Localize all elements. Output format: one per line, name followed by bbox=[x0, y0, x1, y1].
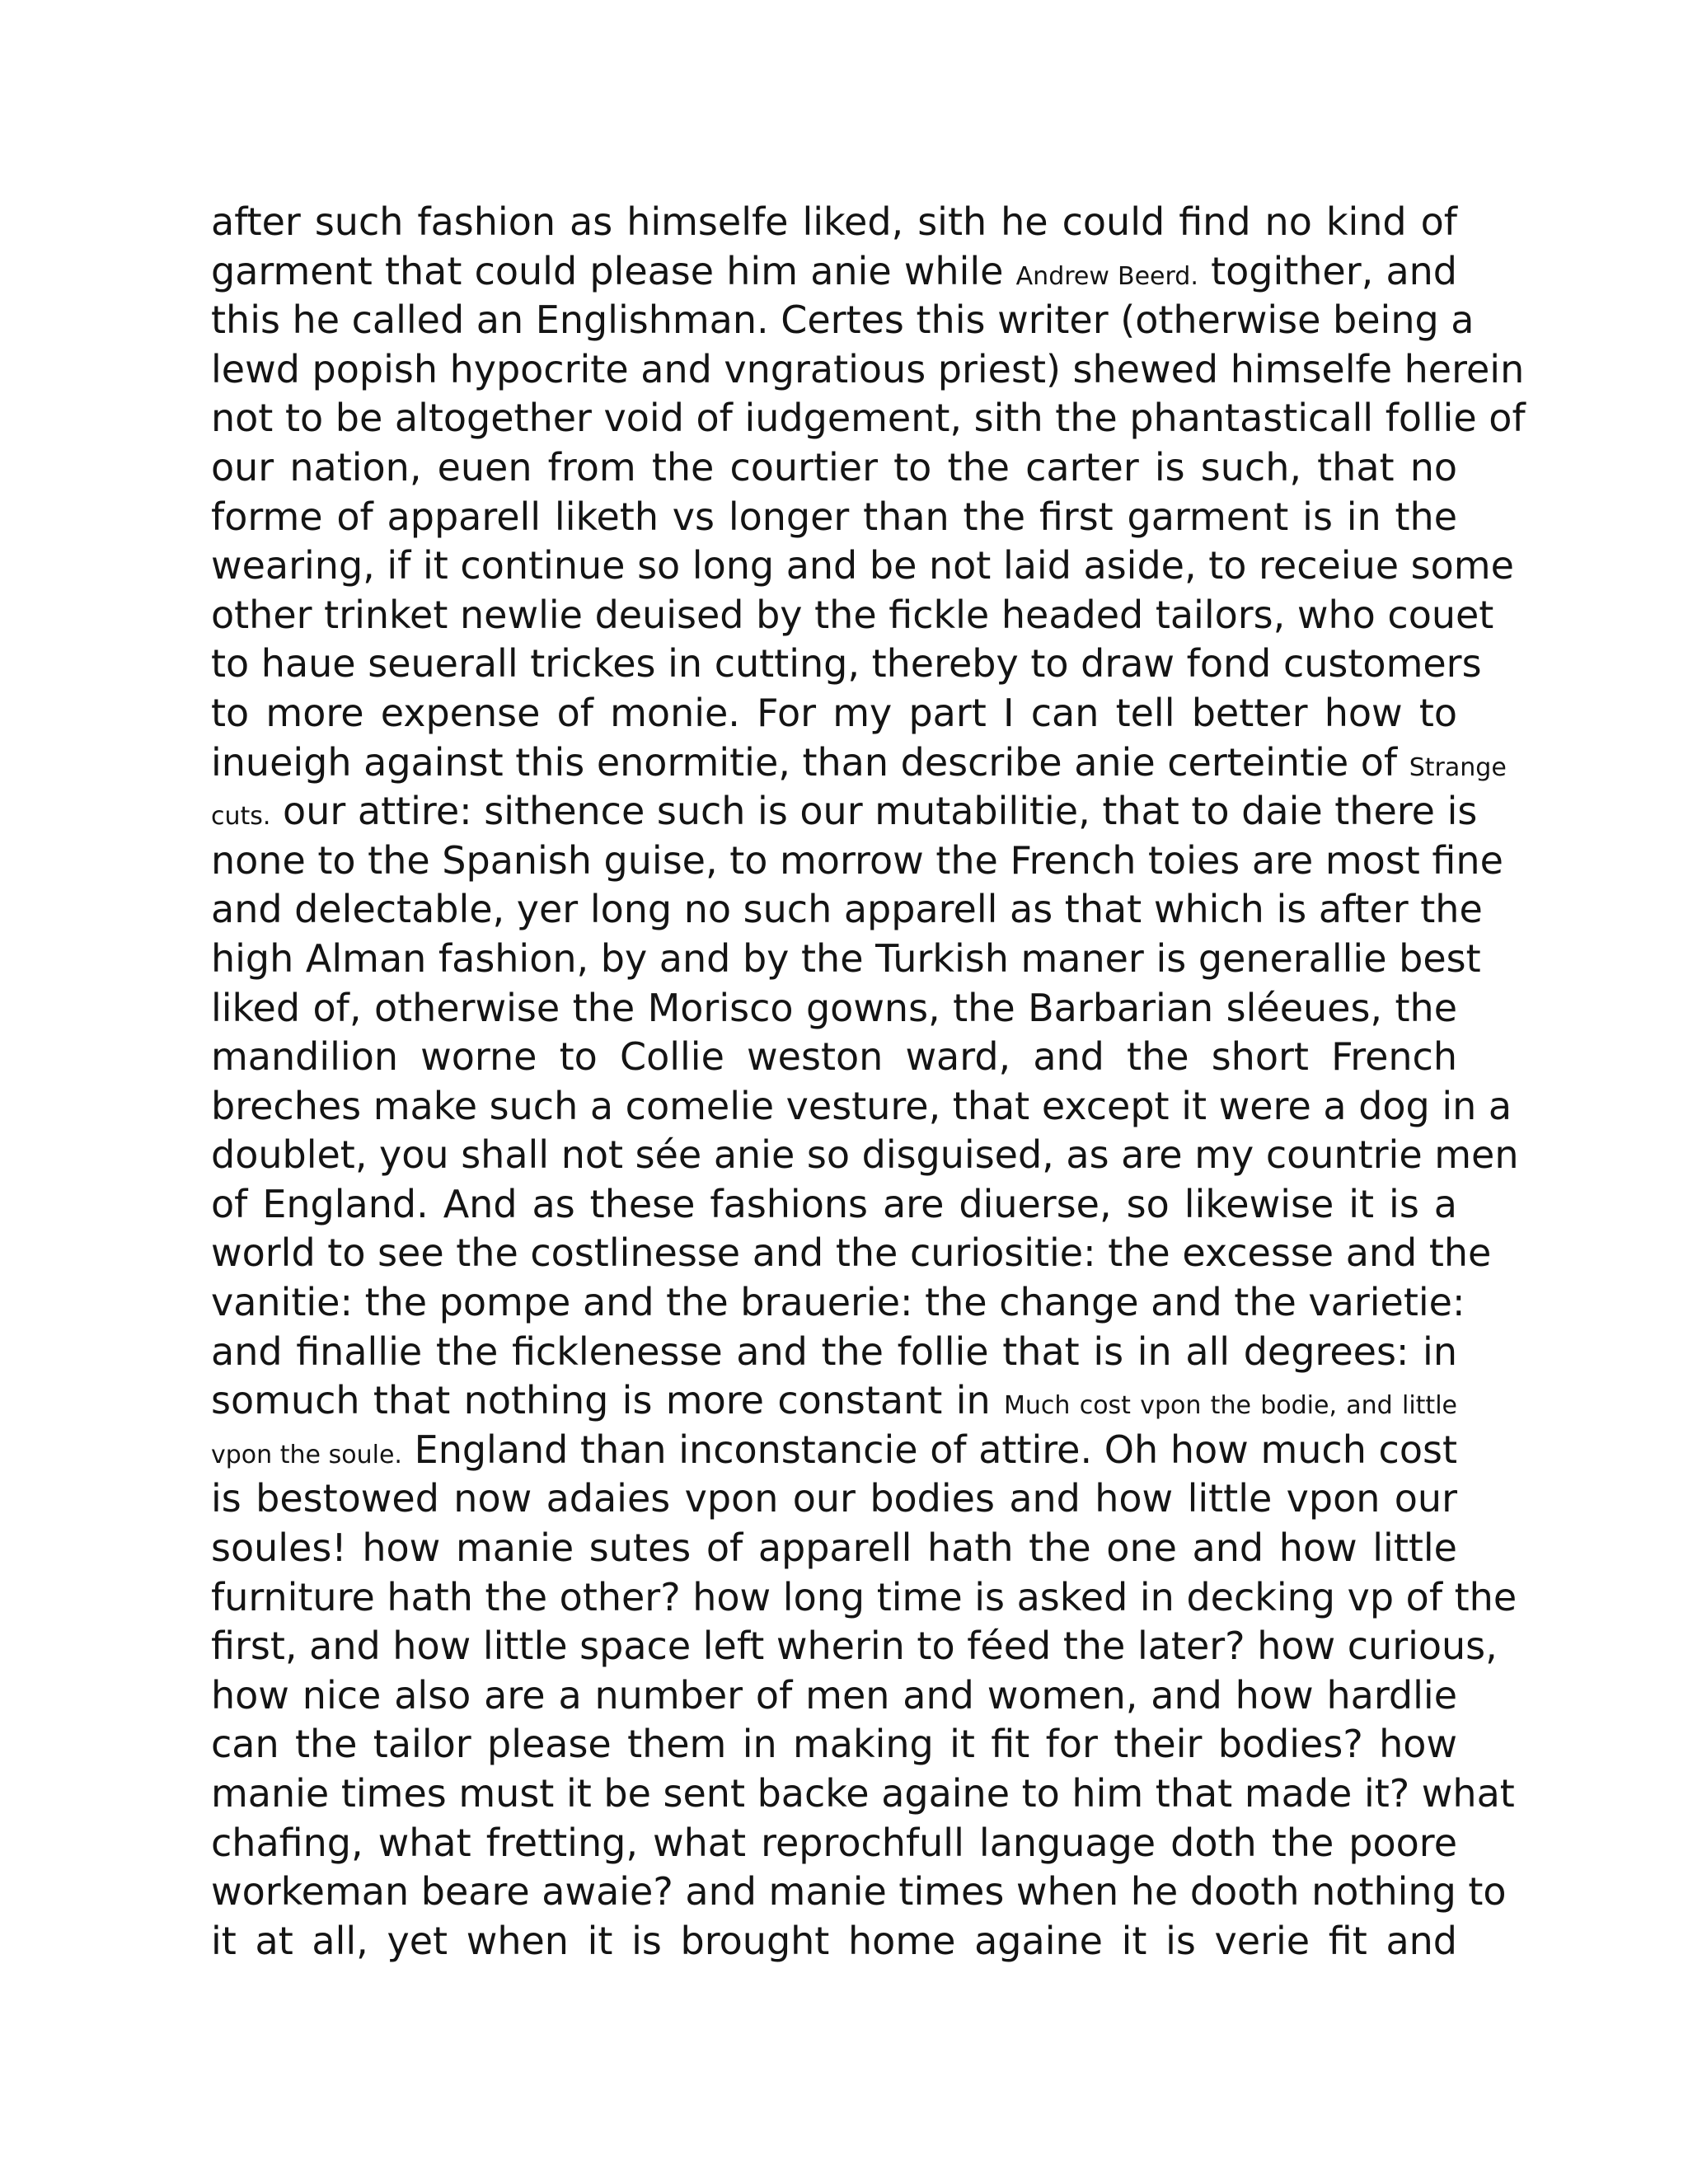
text-line bbox=[211, 1819, 1457, 1868]
text-segment: vanitie: the pompe and the brauerie: the change and the varietie: bbox=[211, 1280, 1465, 1325]
text-line bbox=[211, 1917, 1457, 1966]
text-segment: after such fashion as himselfe liked, sith he could find no kind of bbox=[211, 199, 1457, 244]
text-line bbox=[211, 640, 1482, 689]
text-line bbox=[211, 787, 1478, 837]
text-segment: can the tailor please them in making it fit for their bodies? how bbox=[211, 1722, 1457, 1767]
text-line bbox=[211, 345, 1525, 395]
text-line bbox=[211, 247, 1457, 297]
text-segment: first, and how little space left wherin to féed the later? how curious, bbox=[211, 1624, 1498, 1669]
margin-note: Strange bbox=[1409, 752, 1507, 782]
text-line bbox=[211, 1671, 1457, 1721]
text-line bbox=[211, 443, 1457, 493]
text-segment: none to the Spanish guise, to morrow the French toies are most fine bbox=[211, 837, 1503, 883]
text-line bbox=[211, 296, 1475, 345]
text-segment: high Alman fashion, by and by the Turkish maner is generallie best bbox=[211, 935, 1481, 981]
text-line bbox=[211, 1720, 1457, 1769]
text-line bbox=[211, 1131, 1519, 1180]
text-line bbox=[211, 1868, 1507, 1917]
text-segment: togither, and bbox=[1198, 248, 1457, 293]
text-line bbox=[211, 1376, 1457, 1426]
text-segment: other trinket newlie deuised by the fickle headed tailors, who couet bbox=[211, 592, 1494, 637]
text-line bbox=[211, 394, 1526, 443]
text-segment: chafing, what fretting, what reprochfull language doth the poore bbox=[211, 1820, 1457, 1865]
text-segment: breches make such a comelie vesture, that except it were a dog in a bbox=[211, 1083, 1512, 1128]
text-segment: workeman beare awaie? and manie times when he dooth nothing to bbox=[211, 1869, 1507, 1915]
text-line bbox=[211, 591, 1494, 640]
text-line bbox=[211, 1573, 1517, 1623]
text-line bbox=[211, 984, 1457, 1033]
text-segment: and delectable, yer long no such apparell as that which is after the bbox=[211, 887, 1483, 932]
text-line bbox=[211, 1622, 1498, 1671]
text-segment: manie times must it be sent backe againe to him that made it? what bbox=[211, 1771, 1515, 1816]
text-segment: to more expense of monie. For my part I can tell better how to bbox=[211, 690, 1457, 735]
text-segment: lewd popish hypocrite and vngratious priest) shewed himselfe herein bbox=[211, 346, 1525, 391]
text-line bbox=[211, 738, 1507, 788]
text-segment: inueigh against this enormitie, than describe anie certeintie of bbox=[211, 739, 1409, 785]
text-line bbox=[211, 1278, 1465, 1328]
text-segment: this he called an Englishman. Certes this writer (otherwise being a bbox=[211, 298, 1475, 343]
text-line bbox=[211, 1229, 1492, 1278]
text-segment: furniture hath the other? how long time is asked in decking vp of the bbox=[211, 1574, 1517, 1619]
text-segment: not to be altogether void of iudgement, sith the phantasticall follie of bbox=[211, 396, 1526, 441]
text-line bbox=[211, 1180, 1457, 1230]
text-segment: liked of, otherwise the Morisco gowns, the Barbarian sléeues, the bbox=[211, 985, 1457, 1030]
text-segment: our attire: sithence such is our mutabilitie, that to daie there is bbox=[270, 789, 1478, 834]
text-line bbox=[211, 935, 1481, 984]
text-line bbox=[211, 541, 1514, 591]
text-segment: our nation, euen from the courtier to the carter is such, that no bbox=[211, 444, 1457, 490]
margin-note: vpon the soule. bbox=[211, 1440, 402, 1469]
text-line bbox=[211, 1328, 1457, 1377]
text-segment: is bestowed now adaies vpon our bodies and how little vpon our bbox=[211, 1476, 1457, 1521]
text-line bbox=[211, 1082, 1512, 1132]
text-segment: soules! how manie sutes of apparell hath the one and how little bbox=[211, 1526, 1457, 1571]
text-segment: how nice also are a number of men and women, and how hardlie bbox=[211, 1672, 1457, 1718]
text-line bbox=[211, 689, 1457, 738]
text-line bbox=[211, 885, 1483, 935]
text-line bbox=[211, 837, 1503, 886]
text-segment: of England. And as these fashions are diuerse, so likewise it is a bbox=[211, 1181, 1457, 1226]
text-line bbox=[211, 1524, 1457, 1573]
text-line bbox=[211, 1474, 1457, 1524]
text-segment: wearing, if it continue so long and be not laid aside, to receiue some bbox=[211, 543, 1514, 588]
margin-note: Andrew Beerd. bbox=[1015, 261, 1198, 291]
text-line bbox=[211, 198, 1457, 247]
text-line bbox=[211, 1426, 1457, 1475]
text-line bbox=[211, 1033, 1457, 1082]
text-segment: and finallie the ficklenesse and the follie that is in all degrees: in bbox=[211, 1329, 1457, 1374]
margin-note: cuts. bbox=[211, 802, 271, 832]
text-segment: mandilion worne to Collie weston ward, and the short French bbox=[211, 1034, 1457, 1080]
text-segment: garment that could please him anie while bbox=[211, 248, 1016, 293]
text-segment: England than inconstancie of attire. Oh how much cost bbox=[401, 1427, 1457, 1472]
text-segment: it at all, yet when it is brought home againe it is verie fit and bbox=[211, 1918, 1457, 1963]
margin-note: Much cost vpon the bodie, and little bbox=[1004, 1391, 1457, 1421]
text-segment: somuch that nothing is more constant in bbox=[211, 1378, 1004, 1423]
text-segment: to haue seuerall trickes in cutting, thereby to draw fond customers bbox=[211, 641, 1482, 687]
body-text bbox=[211, 198, 1526, 1966]
text-line bbox=[211, 493, 1457, 542]
text-segment: doublet, you shall not sée anie so disguised, as are my countrie men bbox=[211, 1132, 1519, 1178]
text-segment: world to see the costlinesse and the curiositie: the excesse and the bbox=[211, 1230, 1492, 1276]
text-segment: forme of apparell liketh vs longer than the first garment is in the bbox=[211, 494, 1457, 539]
text-line bbox=[211, 1769, 1515, 1819]
